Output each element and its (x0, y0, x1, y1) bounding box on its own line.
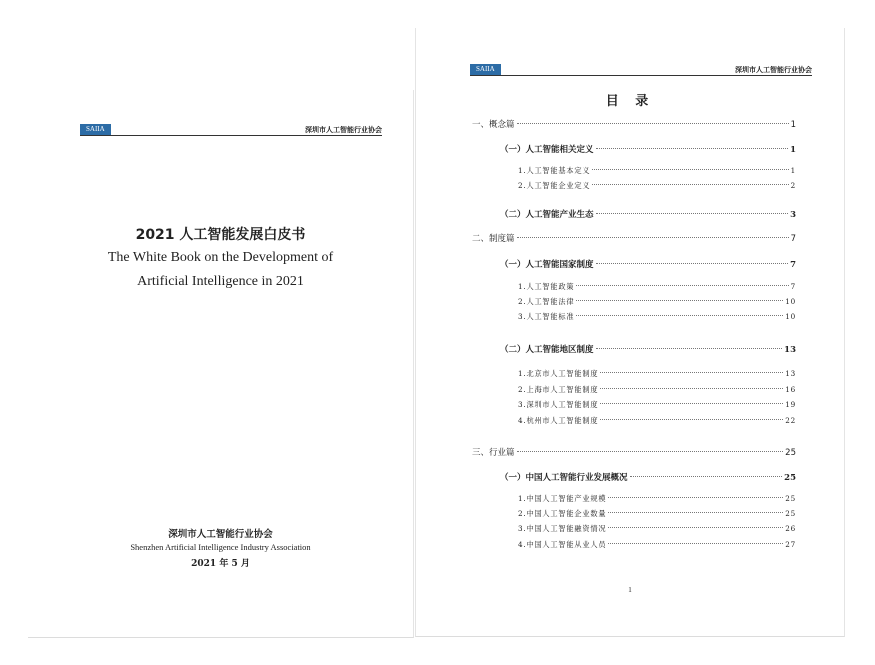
toc-title: 目 录 (605, 94, 655, 109)
toc-entry[interactable] (500, 471, 796, 483)
header-association: 深圳市人工智能行业协会 (305, 125, 382, 134)
toc-entry-title: 3.人工智能标准 (518, 312, 575, 321)
toc-entry[interactable] (518, 181, 796, 191)
toc-entry-page: 7 (790, 234, 796, 244)
cover-org-cn: 深圳市人工智能行业协会 (168, 529, 273, 540)
toc-dot-leader (600, 403, 783, 404)
toc-dot-leader (600, 419, 783, 420)
toc-entry-title: 一、概念篇 (472, 120, 515, 130)
toc-entry-page: 27 (785, 540, 796, 549)
toc-dot-leader (576, 315, 783, 316)
toc-entry[interactable] (518, 385, 796, 395)
toc-entry-title: 三、行业篇 (472, 448, 515, 458)
toc-entry-title: 1.人工智能基本定义 (518, 166, 591, 175)
toc-dot-leader (608, 512, 783, 513)
toc-dot-leader (608, 543, 783, 544)
toc-dot-leader (517, 123, 789, 124)
toc-entry[interactable] (500, 208, 796, 220)
toc-dot-leader (608, 527, 783, 528)
toc-entry-page: 1 (790, 166, 796, 175)
toc-entry[interactable] (500, 343, 796, 355)
toc-entry[interactable] (518, 166, 796, 176)
toc-entry-page: 25 (785, 494, 796, 503)
toc-dot-leader (596, 148, 789, 149)
toc-entry-title: 3.中国人工智能融资情况 (518, 524, 607, 533)
toc-entry-title: 二、制度篇 (472, 234, 515, 244)
toc-dot-leader (592, 169, 788, 170)
toc-entry-title: （一）中国人工智能行业发展概况 (500, 473, 628, 483)
toc-dot-leader (600, 372, 783, 373)
toc-entry-page: 3 (790, 210, 796, 220)
toc-entry-title: （二）人工智能地区制度 (500, 345, 594, 355)
toc-entry[interactable] (518, 400, 796, 410)
toc-dot-leader (600, 388, 783, 389)
toc-entry[interactable] (472, 446, 796, 458)
toc-entry-page: 19 (785, 400, 796, 409)
toc-entry-page: 25 (785, 509, 796, 518)
header-association: 深圳市人工智能行业协会 (735, 65, 812, 74)
toc-dot-leader (630, 476, 783, 477)
toc-entry-page: 10 (785, 312, 796, 321)
toc-entry-page: 13 (784, 345, 796, 355)
toc-entry-page: 1 (790, 145, 796, 155)
toc-dot-leader (592, 184, 788, 185)
toc-entry-title: （一）人工智能相关定义 (500, 145, 594, 155)
toc-entry[interactable] (518, 540, 796, 550)
toc-entry[interactable] (518, 494, 796, 504)
toc-dot-leader (608, 497, 783, 498)
toc-entry-title: 1.北京市人工智能制度 (518, 369, 599, 378)
toc-dot-leader (596, 263, 789, 264)
toc-entry[interactable] (518, 312, 796, 322)
toc-entry-page: 7 (790, 260, 796, 270)
toc-entry-page: 10 (785, 297, 796, 306)
toc-dot-leader (517, 451, 784, 452)
toc-entry[interactable] (472, 232, 796, 244)
toc-entry-page: 7 (790, 282, 796, 291)
toc-entry-title: 2.上海市人工智能制度 (518, 385, 599, 394)
toc-header (470, 64, 812, 76)
cover-title-en-line2: Artificial Intelligence in 2021 (137, 274, 304, 289)
toc-dot-leader (596, 213, 789, 214)
toc-entry-page: 26 (785, 524, 796, 533)
cover-date: 2021 年 5 月 (191, 559, 250, 569)
toc-entry[interactable] (518, 524, 796, 534)
toc-entry[interactable] (518, 416, 796, 426)
toc-entry-page: 1 (790, 120, 796, 130)
toc-entry-page: 16 (785, 385, 796, 394)
toc-entry-title: 1.人工智能政策 (518, 282, 575, 291)
toc-entry[interactable] (500, 258, 796, 270)
saiia-logo: SAIIA (470, 64, 501, 75)
toc-entry[interactable] (518, 369, 796, 379)
toc-page (415, 28, 845, 637)
toc-entry[interactable] (518, 509, 796, 519)
toc-dot-leader (576, 285, 788, 286)
toc-entry-page: 22 (785, 416, 796, 425)
saiia-logo: SAIIA (80, 124, 111, 135)
cover-title-cn: 2021 人工智能发展白皮书 (135, 227, 306, 243)
toc-dot-leader (596, 348, 783, 349)
toc-entry-title: 2.人工智能企业定义 (518, 181, 591, 190)
toc-dot-leader (576, 300, 783, 301)
toc-entry[interactable] (518, 297, 796, 307)
cover-title-en-line1: The White Book on the Development of (107, 250, 334, 265)
toc-entry-page: 2 (790, 181, 796, 190)
toc-entry-title: （二）人工智能产业生态 (500, 210, 594, 220)
cover-org-en: Shenzhen Artificial Intelligence Industry Association (130, 542, 311, 552)
toc-entry[interactable] (518, 282, 796, 292)
toc-entry-title: （一）人工智能国家制度 (500, 260, 594, 270)
toc-entry-title: 1.中国人工智能产业规模 (518, 494, 607, 503)
toc-entry-page: 13 (785, 369, 796, 378)
page-number: 1 (628, 586, 632, 594)
toc-entry-page: 25 (785, 448, 796, 458)
toc-dot-leader (517, 237, 789, 238)
toc-entry[interactable] (500, 143, 796, 155)
toc-entry-title: 4.杭州市人工智能制度 (518, 416, 599, 425)
cover-page (28, 90, 414, 638)
toc-entry-title: 2.人工智能法律 (518, 297, 575, 306)
toc-entry-title: 3.深圳市人工智能制度 (518, 400, 599, 409)
cover-header (80, 124, 382, 136)
toc-entry-page: 25 (784, 473, 796, 483)
toc-entry-title: 4.中国人工智能从业人员 (518, 540, 607, 549)
toc-entry[interactable] (472, 118, 796, 130)
toc-entry-title: 2.中国人工智能企业数量 (518, 509, 607, 518)
